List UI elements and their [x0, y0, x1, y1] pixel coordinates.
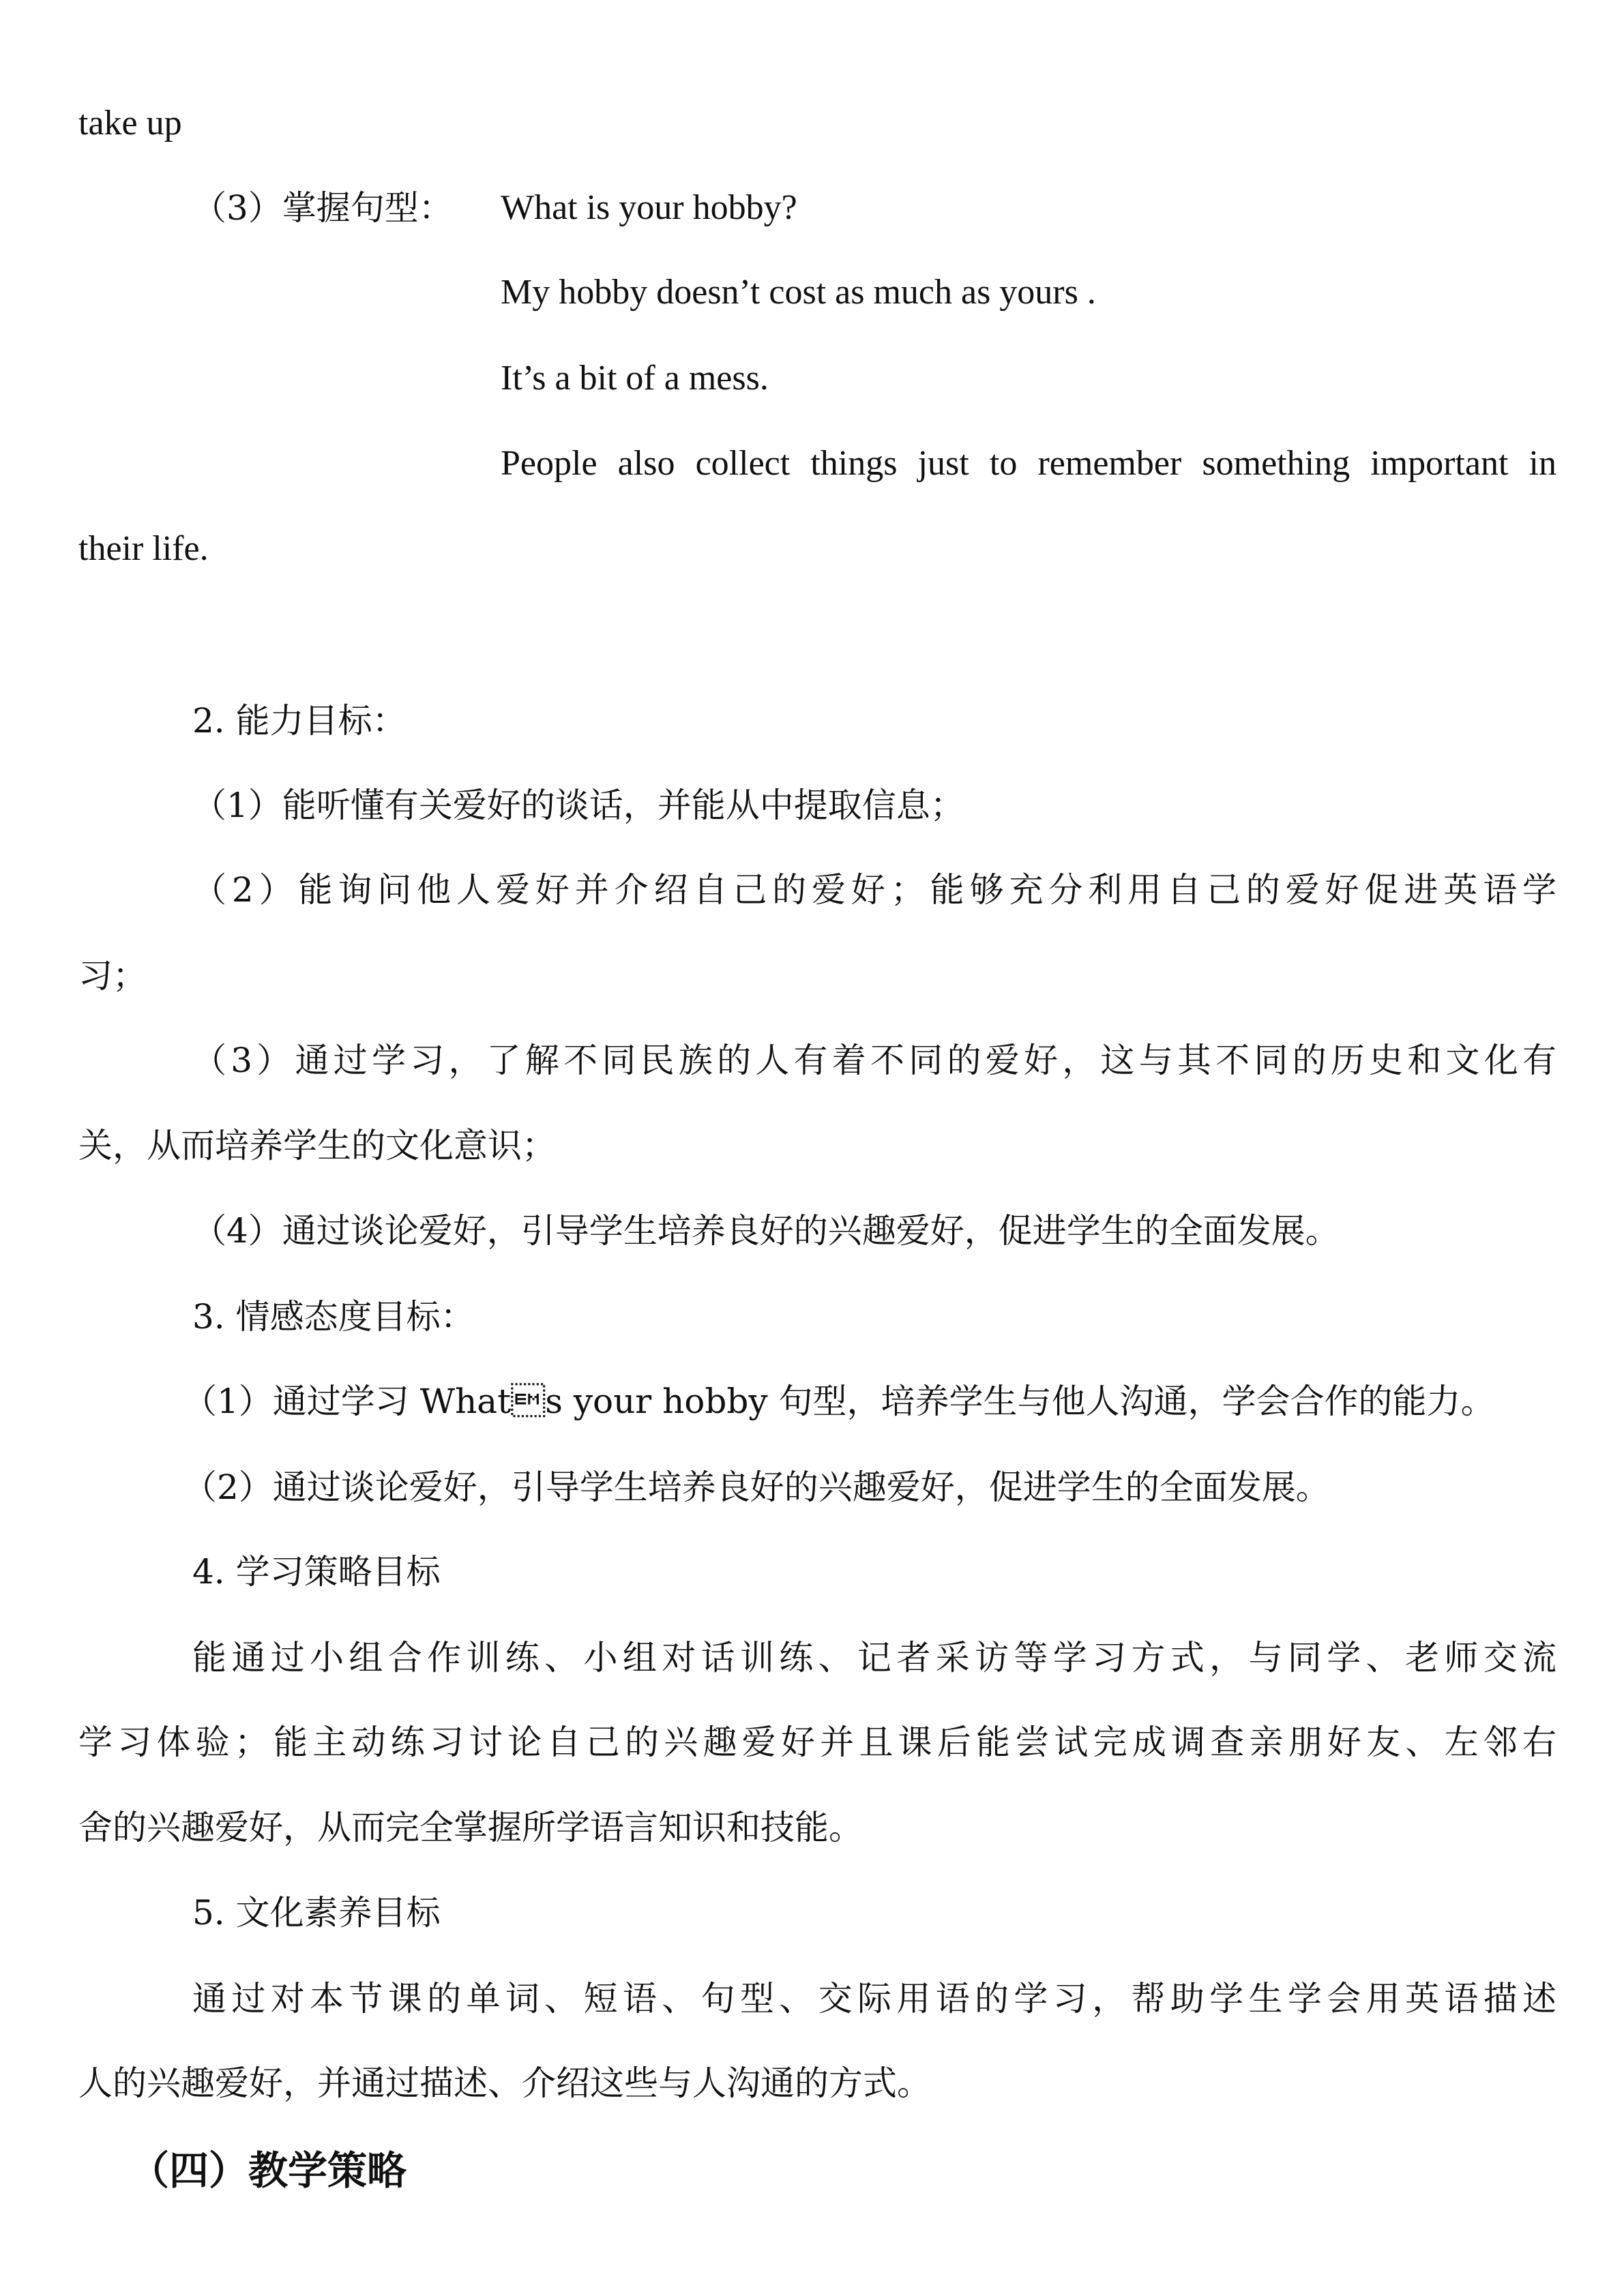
section-heading-culture: 5. 文化素养目标: [192, 1893, 441, 1933]
section-heading-emotion: 3. 情感态度目标：: [192, 1297, 475, 1337]
section-heading-strategy: 4. 学习策略目标: [192, 1552, 441, 1592]
ability-goal-continuation: 关，从而培养学生的文化意识；: [78, 1126, 556, 1165]
vocab-item: take up: [78, 104, 182, 143]
strategy-paragraph-line: 能通过小组合作训练、小组对话训练、记者采访等学习方式，与同学、老师交流: [192, 1638, 1556, 1678]
sentence-pattern-continuation: their life.: [78, 529, 209, 568]
strategy-paragraph-line: 舍的兴趣爱好，从而完全掌握所学语言知识和技能。: [78, 1808, 863, 1847]
sentence-pattern: My hobby doesn’t cost as much as yours .: [501, 273, 1096, 312]
section-heading-ability: 2. 能力目标：: [192, 701, 407, 741]
sentence-pattern: What is your hobby?: [501, 188, 797, 227]
ability-goal-item: （3）通过学习，了解不同民族的人有着不同的爱好，这与其不同的历史和文化有: [192, 1041, 1556, 1080]
ability-goal-continuation: 习；: [78, 956, 147, 996]
strategy-paragraph-line: 学习体验；能主动练习讨论自己的兴趣爱好并且课后能尝试完成调查亲朋好友、左邻右: [78, 1723, 1556, 1762]
emotion-goal-item: （2）通过谈论爱好，引导学生培养良好的兴趣爱好，促进学生的全面发展。: [183, 1467, 1330, 1507]
sentence-pattern: People also collect things just to remember something important in: [501, 444, 1556, 483]
ability-goal-item: （2）能询问他人爱好并介绍自己的爱好；能够充分利用自己的爱好促进英语学: [192, 870, 1556, 910]
sentence-pattern: It’s a bit of a mess.: [501, 359, 769, 398]
culture-paragraph-line: 通过对本节课的单词、短语、句型、交际用语的学习，帮助学生学会用英语描述: [192, 1979, 1556, 2018]
section-heading-teaching-strategy: （四）教学策略: [130, 2147, 407, 2194]
culture-paragraph-line: 人的兴趣爱好，并通过描述、介绍这些与人沟通的方式。: [78, 2063, 931, 2103]
ability-goal-item: （1）能听懂有关爱好的谈话，并能从中提取信息；: [192, 786, 964, 825]
emotion-goal-item: （1）通过学习 Whats your hobby 句型，培养学生与他人沟通，学会合作的能力。: [183, 1382, 1495, 1421]
ability-goal-item: （4）通过谈论爱好，引导学生培养良好的兴趣爱好，促进学生的全面发展。: [192, 1211, 1340, 1251]
sentence-patterns-label: （3）掌握句型：: [192, 188, 453, 228]
